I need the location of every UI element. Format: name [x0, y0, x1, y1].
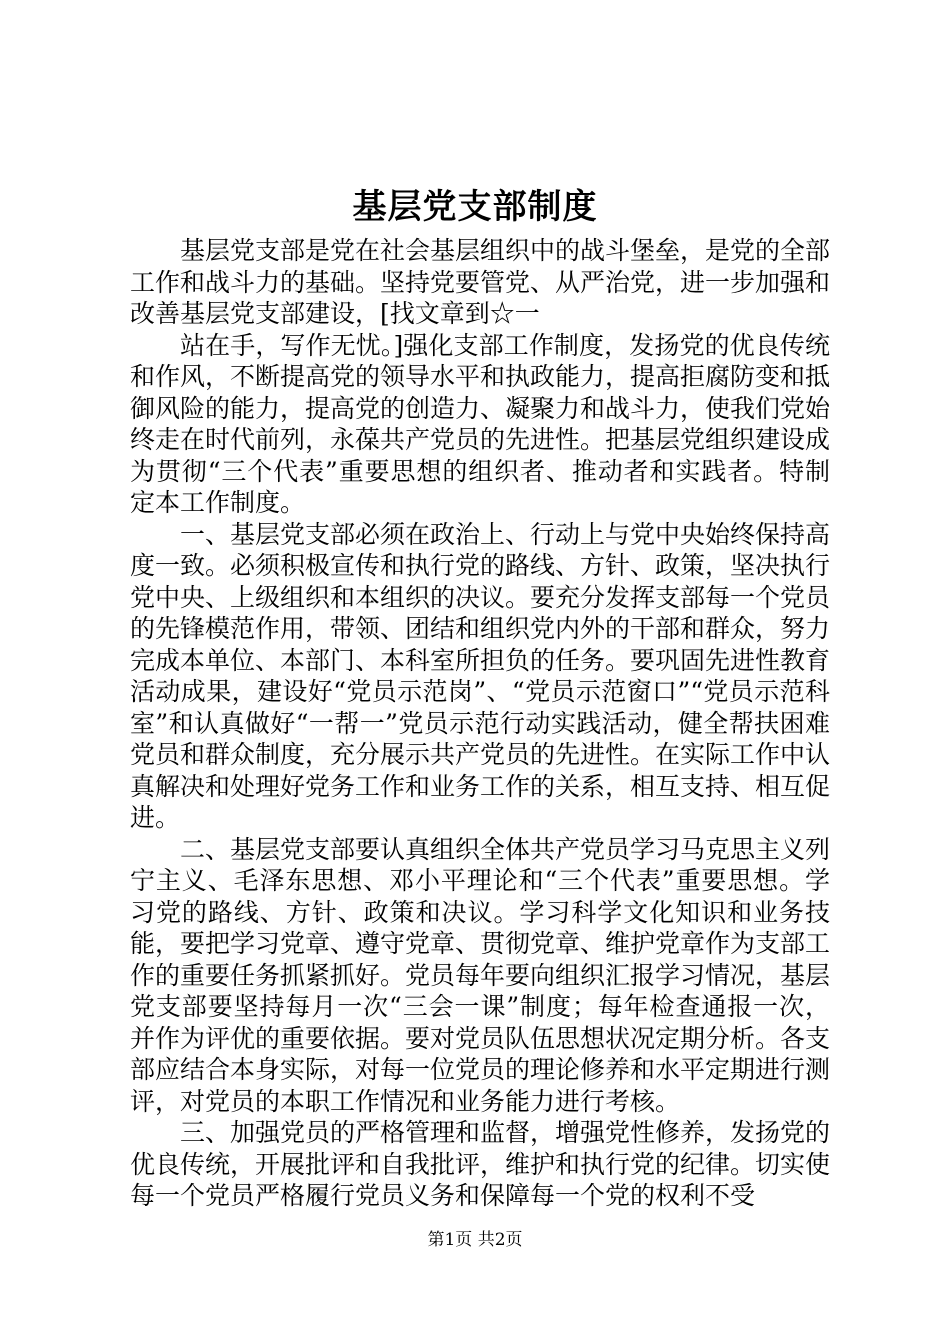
page-number-footer: 第1页 共2页	[427, 1230, 523, 1250]
paragraph-intro: 基层党支部是党在社会基层组织中的战斗堡垒，是党的全部工作和战斗力的基础。坚持党要管党、从严治党，进一步加强和改善基层党支部建设，[找文章到☆一	[130, 236, 831, 328]
paragraph-section-1: 一、基层党支部必须在政治上、行动上与党中央始终保持高度一致。必须积极宣传和执行党的路线、方针、政策，坚决执行党中央、上级组织和本组织的决议。要充分发挥支部每一个党员的先锋模范作用，带领、团结和组织党内外的干部和群众，努力完成本单位、本部门、本科室所担负的任务。要巩固先进性教育活动成果，建设好“党员示范岗”、“党员示范窗口”“党员示范科室”和认真做好“一帮一”党员示范行动实践活动，健全帮扶困难党员和群众制度，充分展示共产党员的先进性。在实际工作中认真解决和处理好党务工作和业务工作的关系，相互支持、相互促进。	[130, 519, 831, 832]
paragraph-intro-continued: 站在手，写作无忧。]强化支部工作制度，发扬党的优良传统和作风，不断提高党的领导水平和执政能力，提高拒腐防变和抵御风险的能力，提高党的创造力、凝聚力和战斗力，使我们党始终走在时代前列，永葆共产党员的先进性。把基层党组织建设成为贯彻“三个代表”重要思想的组织者、推动者和实践者。特制定本工作制度。	[130, 330, 831, 517]
paragraph-section-3: 三、加强党员的严格管理和监督，增强党性修养，发扬党的优良传统，开展批评和自我批评，维护和执行党的纪律。切实使每一个党员严格履行党员义务和保障每一个党的权利不受	[130, 1118, 831, 1210]
document-title: 基层党支部制度	[352, 187, 598, 227]
document-body	[130, 235, 830, 1212]
paragraph-section-2: 二、基层党支部要认真组织全体共产党员学习马克思主义列宁主义、毛泽东思想、邓小平理论和“三个代表”重要思想。学习党的路线、方针、政策和决议。学习科学文化知识和业务技能，要把学习党章、遵守党章、贯彻党章、维护党章作为支部工作的重要任务抓紧抓好。党员每年要向组织汇报学习情况，基层党支部要坚持每月一次“三会一课”制度；每年检查通报一次，并作为评优的重要依据。要对党员队伍思想状况定期分析。各支部应结合本身实际，对每一位党员的理论修养和水平定期进行测评，对党员的本职工作情况和业务能力进行考核。	[130, 834, 831, 1116]
